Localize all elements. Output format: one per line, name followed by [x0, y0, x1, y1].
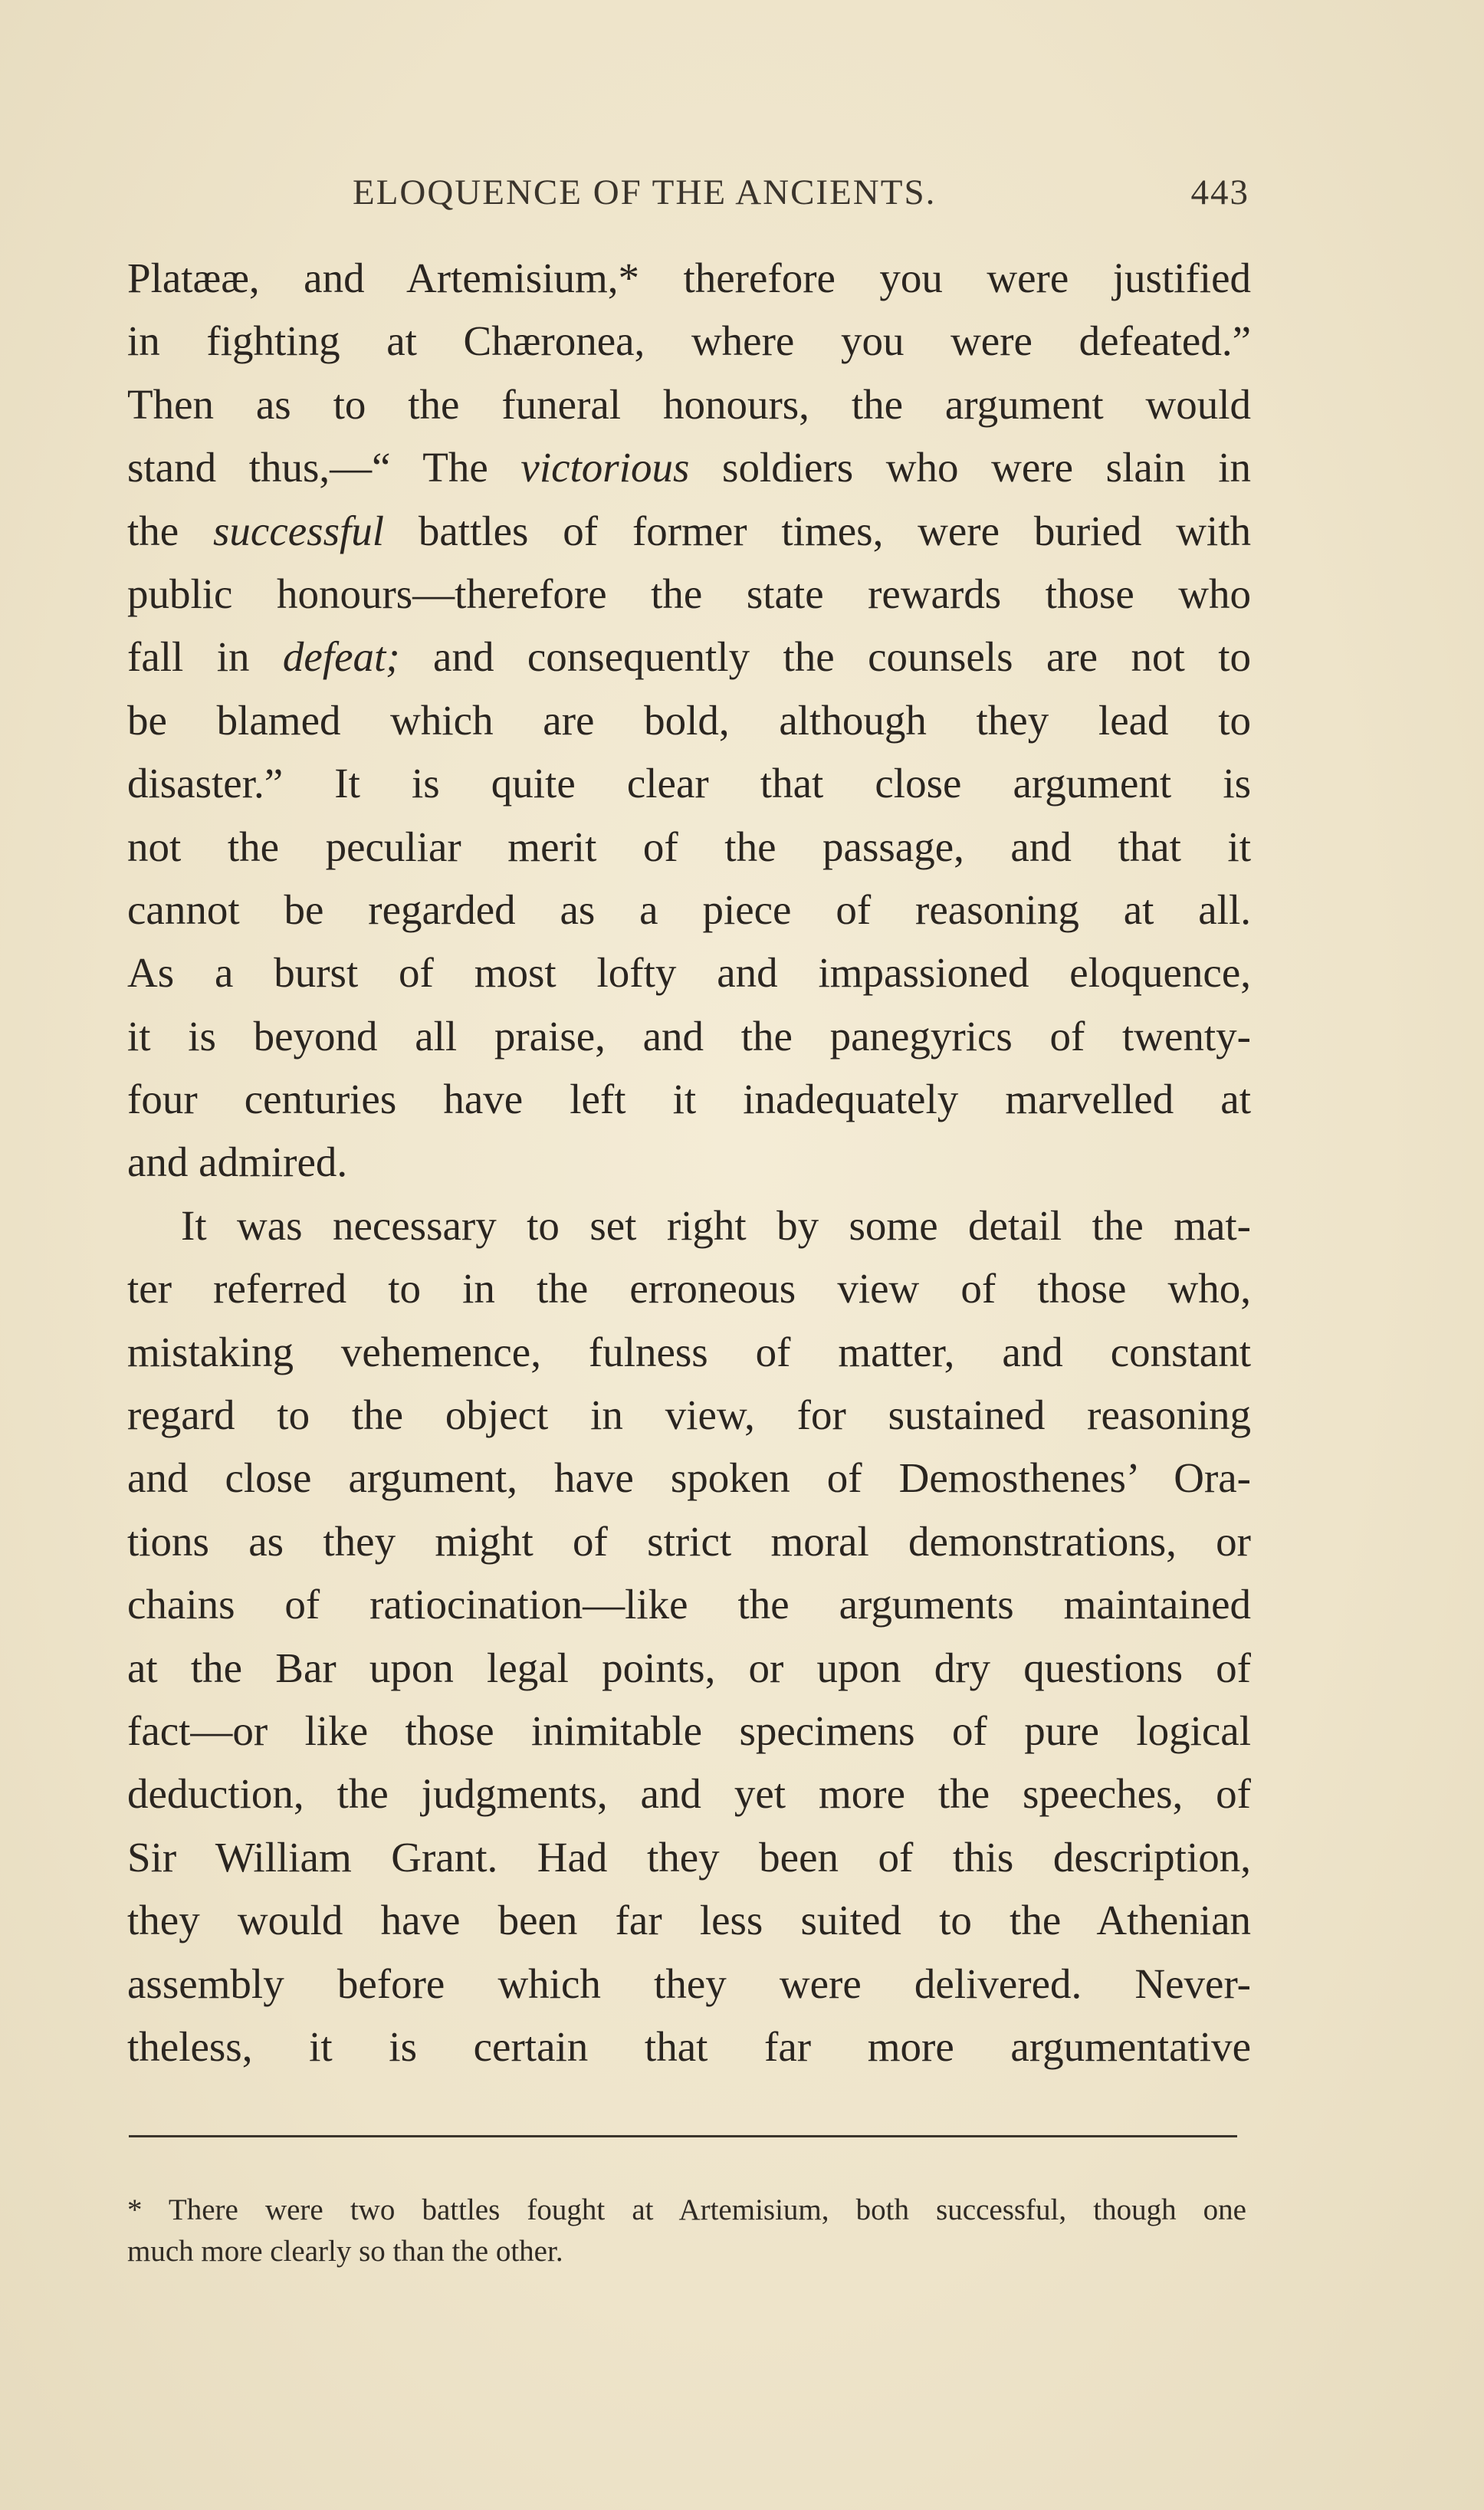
text-line [127, 626, 1251, 688]
running-head [130, 172, 1249, 218]
text-segment: fall in [127, 633, 283, 681]
text-segment: soldiers who were slain in [689, 444, 1251, 491]
text-segment: and consequently the counsels are not to [399, 633, 1251, 681]
text-line: As a burst of most lofty and impassioned eloquence, [127, 949, 1251, 997]
chapter-title: ELOQUENCE OF THE ANCIENTS. [353, 172, 937, 212]
text-line [127, 436, 1251, 499]
text-line [127, 500, 1251, 563]
italic-word: successful [213, 507, 385, 554]
text-line: chains of ratiocination—like the arguments maintained [127, 1581, 1251, 1628]
italic-word: victorious [520, 444, 690, 491]
text-line: they would have been far less suited to the Athenian [127, 1897, 1251, 1944]
text-line: ter referred to in the erroneous view of those who, [127, 1265, 1251, 1312]
page-number: 443 [1190, 172, 1249, 212]
text-line: deduction, the judgments, and yet more the speeches, of [127, 1770, 1251, 1818]
text-line: at the Bar upon legal points, or upon dry questions of [127, 1644, 1251, 1691]
footnote-line: much more clearly so than the other. [127, 2235, 563, 2268]
text-line: Sir William Grant. Had they been of this description, [127, 1833, 1251, 1881]
body-text [127, 247, 1251, 2078]
text-line: Then as to the funeral honours, the argument would [127, 380, 1251, 428]
footnote-line: * There were two battles fought at Artemisium, both successful, though one [127, 2193, 1246, 2226]
text-line: and close argument, have spoken of Demosthenes’ Ora- [127, 1454, 1251, 1502]
text-line: regard to the object in view, for sustained reasoning [127, 1391, 1251, 1439]
text-segment: stand thus,—“ The [127, 444, 521, 491]
text-line: Platææ, and Artemisium,* therefore you were justified [127, 255, 1251, 301]
text-line: four centuries have left it inadequately marvelled at [127, 1076, 1251, 1123]
text-line: and admired. [127, 1138, 348, 1186]
footnote-divider [129, 2135, 1237, 2137]
text-line: mistaking vehemence, fulness of matter, and constant [127, 1328, 1251, 1375]
italic-word: defeat; [282, 633, 400, 681]
text-line: not the peculiar merit of the passage, and that it [127, 823, 1251, 870]
text-line: It was necessary to set right by some detail the mat- [181, 1201, 1251, 1249]
text-line: tions as they might of strict moral demonstrations, or [127, 1517, 1251, 1565]
text-line: be blamed which are bold, although they lead to [127, 696, 1251, 744]
text-line: fact—or like those inimitable specimens of pure logical [127, 1707, 1251, 1754]
text-line: disaster.” It is quite clear that close argument is [127, 760, 1251, 807]
text-line: in fighting at Chæronea, where you were defeated.” [127, 317, 1251, 365]
text-line: it is beyond all praise, and the panegyrics of twenty- [127, 1012, 1251, 1060]
text-line: cannot be regarded as a piece of reasoning at all. [127, 885, 1251, 933]
text-line: public honours—therefore the state rewards those who [127, 570, 1251, 617]
text-segment: battles of former times, were buried with [384, 507, 1251, 554]
text-line: theless, it is certain that far more argumentative [127, 2022, 1251, 2070]
text-line: assembly before which they were delivered. Never- [127, 1960, 1251, 2007]
footnote [127, 2190, 1246, 2272]
text-segment: the [127, 507, 214, 554]
